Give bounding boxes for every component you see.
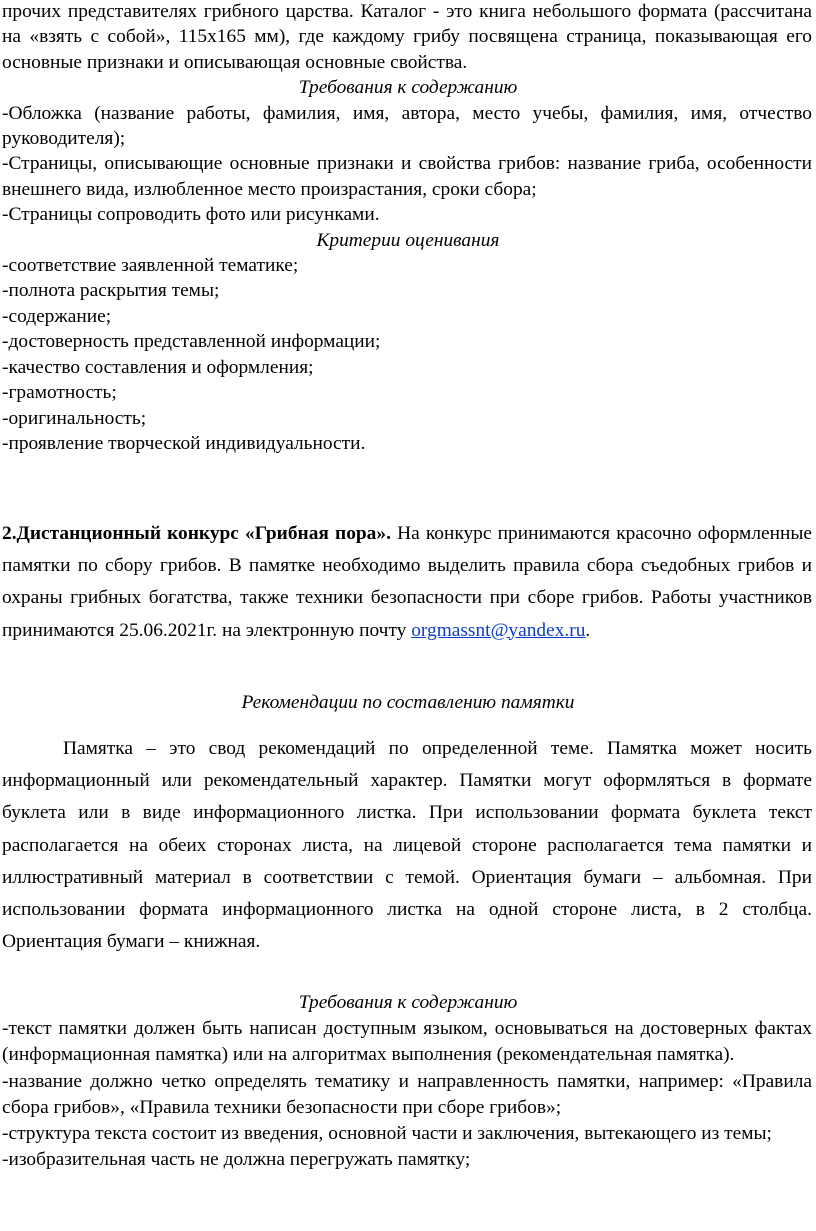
contest-paragraph: [0, 518, 816, 647]
criteria-item: -оригинальность;: [2, 407, 147, 429]
catalog-requirement-item: -Страницы, описывающие основные признаки и свойства грибов: название гриба, особенности внешнего вида, излюбленное место произрастания, сроки сбора;: [2, 153, 812, 200]
contest-section: [0, 518, 816, 647]
catalog-criteria-heading: Критерии оценивания: [316, 229, 500, 251]
memo-requirement-item: -текст памятки должен быть написан доступным языком, основываться на достоверных фактах (информационная памятка) или на алгоритмах выполнения (рекомендательная памятка).: [2, 1018, 812, 1066]
criteria-item: -проявление творческой индивидуальности.: [2, 432, 366, 454]
memo-requirements-heading: Требования к содержанию: [298, 992, 518, 1013]
criteria-item: -качество составления и оформления;: [2, 356, 314, 378]
contest-text: На конкурс принимаются красочно оформленные памятки по сбору грибов. В памятке необходимо выделить правила сбора съедобных грибов и охраны грибных богатства, также техники безопасности при сборе грибов. Работы участников принимаются 25.06.2021г. на электронную почту: [2, 523, 812, 641]
memo-requirements-section: [0, 990, 816, 1173]
criteria-item: -соответствие заявленной тематике;: [2, 255, 299, 277]
criteria-item: -полнота раскрытия темы;: [2, 280, 220, 302]
intro-paragraph: прочих представителях грибного царства. Каталог - это книга небольшого формата (рассчитана на «взять с собой», 115x165 мм), где каждому грибу посвящена страница, показывающая его основные признаки и описывающая основные свойства.: [2, 1, 812, 73]
catalog-section: [0, 0, 816, 456]
memo-heading: Рекомендации по составлению памятки: [241, 692, 575, 713]
criteria-item: -содержание;: [2, 305, 112, 327]
catalog-requirement-item: -Страницы сопроводить фото или рисунками.: [2, 204, 380, 226]
contest-tail: .: [585, 619, 591, 641]
contest-email-link[interactable]: orgmassnt@yandex.ru: [411, 619, 586, 641]
memo-paragraph: Памятка – это свод рекомендаций по определенной теме. Памятка может носить информационный или рекомендательный характер. Памятки могут оформляться в формате буклета или в виде информационного листка. При использовании формата буклета текст располагается на обеих сторонах листа, на лицевой стороне располагается тема памятки и иллюстративный материал в соответствии с темой. Ориентация бумаги – альбомная. При использовании формата информационного листка на одной стороне листа, в 2 столбца. Ориентация бумаги – книжная.: [2, 738, 812, 953]
memo-heading-block: [0, 687, 816, 719]
contest-title: 2.Дистанционный конкурс «Грибная пора».: [2, 523, 391, 544]
memo-requirement-item: -структура текста состоит из введения, основной части и заключения, вытекающего из темы;: [2, 1123, 772, 1145]
criteria-item: -грамотность;: [2, 382, 117, 404]
memo-requirement-item: -изобразительная часть не должна перегружать памятку;: [2, 1149, 471, 1171]
catalog-requirement-item: -Обложка (название работы, фамилия, имя, автора, место учебы, фамилия, имя, отчество руководителя);: [2, 102, 812, 150]
criteria-item: -достоверность представленной информации;: [2, 331, 381, 353]
catalog-requirements-heading: Требования к содержанию: [298, 77, 518, 99]
memo-section: [0, 733, 816, 958]
memo-requirement-item: -название должно четко определять тематику и направленность памятки, например: «Правила сбора грибов», «Правила техники безопасности при сборе грибов»;: [2, 1070, 812, 1118]
